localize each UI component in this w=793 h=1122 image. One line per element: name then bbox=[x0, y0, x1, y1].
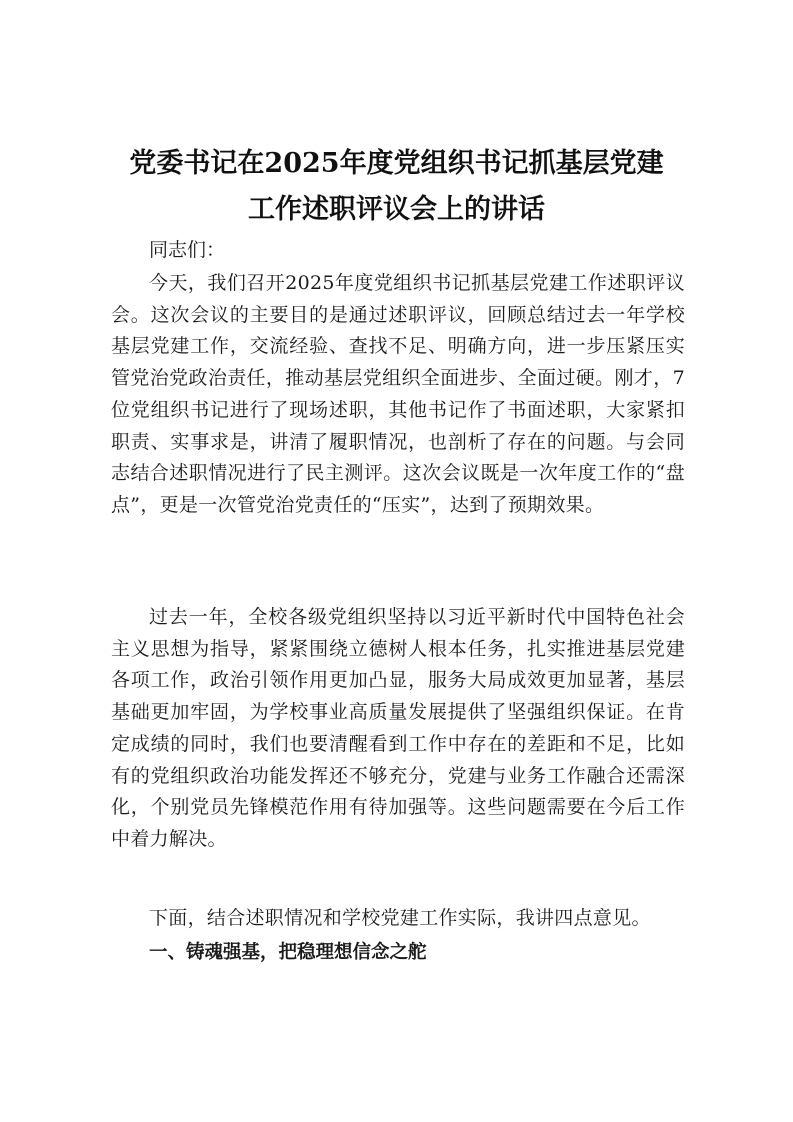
body-paragraph-3: 下面，结合述职情况和学校党建工作实际，我讲四点意见。 bbox=[149, 907, 651, 929]
section-heading: 一、铸魂强基，把稳理想信念之舵 bbox=[149, 942, 427, 963]
document-title-line-2: 工作述职评议会上的讲话 bbox=[248, 194, 545, 225]
body-paragraph-1: 今天，我们召开2025年度党组织书记抓基层党建工作述职评议会。这次会议的主要目的是通过述职评议，回顾总结过去一年学校基层党建工作，交流经验、查找不足、明确方向，进一步压紧压实管党治党政治责任，推动基层党组织全面进步、全面过硬。刚才，7位党组织书记进行了现场述职，其他书记作了书面述职，大家紧扣职责、实事求是，讲清了履职情况，也剖析了存在的问题。与会同志结合述职情况进行了民主测评。这次会议既是一次年度工作的“盘点”，更是一次管党治党责任的“压实”，达到了预期效果。 bbox=[111, 272, 685, 516]
salutation: 同志们： bbox=[149, 239, 226, 261]
document-title-line-1: 党委书记在2025年度党组织书记抓基层党建 bbox=[129, 148, 664, 179]
body-paragraph-2: 过去一年，全校各级党组织坚持以习近平新时代中国特色社会主义思想为指导，紧紧围绕立德树人根本任务，扎实推进基层党建各项工作，政治引领作用更加凸显，服务大局成效更加显著，基层基础更加牢固，为学校事业高质量发展提供了坚强组织保证。在肯定成绩的同时，我们也要清醒看到工作中存在的差距和不足，比如有的党组织政治功能发挥还不够充分，党建与业务工作融合还需深化，个别党员先锋模范作用有待加强等。这些问题需要在今后工作中着力解决。 bbox=[111, 606, 685, 850]
